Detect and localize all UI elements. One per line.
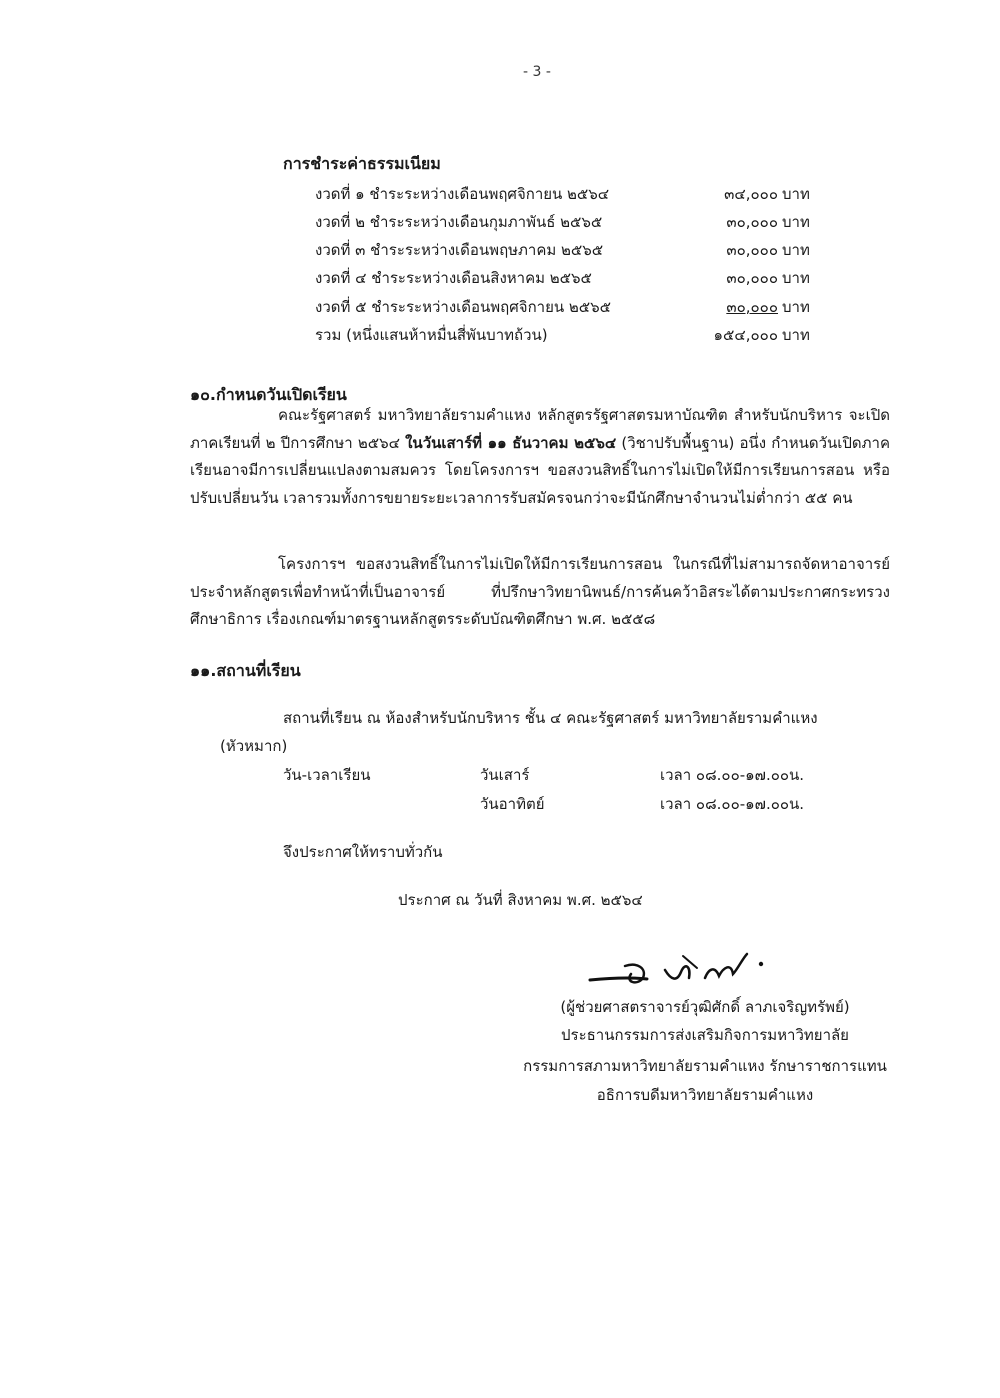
fee-installment-unit: บาท [782, 298, 810, 316]
fee-installment-unit: บาท [782, 213, 810, 231]
signatory-title2: กรรมการสภามหาวิทยาลัยรามคำแหง รักษาราชการแทน [523, 1057, 887, 1075]
section10-p1-text: คณะรัฐศาสตร์ มหาวิทยาลัยรามคำแหง หลักสูตรรัฐศาสตรมหาบัณฑิต สำหรับนักบริหาร จะเปิดภาคเรียนที่ ๒ ปีการศึกษา ๒๕๖๔ [190, 406, 890, 452]
announce-date: ประกาศ ณ วันที่ สิงหาคม พ.ศ. ๒๕๖๔ [398, 891, 643, 909]
fee-installment-amount: ๓๔,๐๐๐ [724, 185, 778, 203]
fees-heading: การชำระค่าธรรมเนียม [283, 154, 441, 173]
signatory-title1: ประธานกรรมการส่งเสริมกิจการมหาวิทยาลัย [561, 1026, 849, 1044]
location-line1: สถานที่เรียน ณ ห้องสำหรับนักบริหาร ชั้น ๔ คณะรัฐศาสตร์ มหาวิทยาลัยรามคำแหง [283, 709, 818, 727]
section10-paragraph1 [190, 402, 890, 512]
fee-installment-row [0, 238, 1000, 262]
schedule-label: วัน-เวลาเรียน [283, 766, 371, 784]
fee-total-unit: บาท [782, 326, 810, 344]
fee-installment-label: งวดที่ ๕ ชำระระหว่างเดือนพฤศจิกายน ๒๕๖๕ [315, 298, 611, 316]
section10-paragraph2 [190, 551, 890, 634]
fee-total-label: รวม (หนึ่งแสนห้าหมื่นสี่พันบาทถ้วน) [315, 326, 548, 344]
fee-installment-amount: ๓๐,๐๐๐ [726, 298, 778, 316]
schedule-day: วันอาทิตย์ [480, 795, 545, 813]
section10-p2-text: โครงการฯ ขอสงวนสิทธิ์ในการไม่เปิดให้มีการเรียนการสอน ในกรณีที่ไม่สามารถจัดหาอาจารย์ประจำหลักสูตรเพื่อทำหน้าที่เป็นอาจารย์ ที่ปรึกษาวิทยานิพนธ์/การค้นคว้าอิสระได้ตามประกาศกระทรวงศึกษาธิการ เรื่องเกณฑ์มาตรฐานหลักสูตรระดับบัณฑิตศึกษา พ.ศ. ๒๕๕๘ [190, 555, 890, 628]
fee-installment-label: งวดที่ ๓ ชำระระหว่างเดือนพฤษภาคม ๒๕๖๕ [315, 241, 604, 259]
schedule-time: เวลา ๐๘.๐๐-๑๗.๐๐น. [660, 766, 805, 784]
signature-image [585, 948, 785, 993]
section11-heading: ๑๑.สถานที่เรียน [190, 661, 301, 680]
fee-installment-label: งวดที่ ๑ ชำระระหว่างเดือนพฤศจิกายน ๒๕๖๔ [315, 185, 610, 203]
fee-installment-row [0, 210, 1000, 234]
page-number: - 3 - [523, 64, 551, 80]
schedule-time: เวลา ๐๘.๐๐-๑๗.๐๐น. [660, 795, 805, 813]
fee-installment-row [0, 182, 1000, 206]
fee-installment-amount: ๓๐,๐๐๐ [726, 241, 778, 259]
fee-total-row [0, 323, 1000, 347]
fee-total-amount: ๑๕๔,๐๐๐ [713, 326, 778, 344]
location-line2: (หัวหมาก) [220, 737, 288, 755]
section10-heading: ๑๐.กำหนดวันเปิดเรียน [190, 385, 347, 404]
fee-installment-unit: บาท [782, 241, 810, 259]
signatory-name: (ผู้ช่วยศาสตราจารย์วุฒิศักดิ์ ลาภเจริญทรัพย์) [560, 998, 850, 1016]
signatory-title3: อธิการบดีมหาวิทยาลัยรามคำแหง [596, 1086, 814, 1104]
fee-installment-amount: ๓๐,๐๐๐ [726, 213, 778, 231]
schedule-day: วันเสาร์ [480, 766, 530, 784]
fee-installment-unit: บาท [782, 269, 810, 287]
fee-installment-label: งวดที่ ๔ ชำระระหว่างเดือนสิงหาคม ๒๕๖๕ [315, 269, 592, 287]
section10-p1-text-cont: (วิชาปรับพื้นฐาน) อนึ่ง กำหนดวันเปิดภาคเรียนอาจมีการเปลี่ยนแปลงตามสมควร โดยโครงการฯ ขอสงวนสิทธิ์ในการไม่เปิดให้มีการเรียนการสอน หรือปรับเปลี่ยนวัน เวลารวมทั้งการขยายระยะเวลาการรับสมัครจนกว่าจะมีนักศึกษาจำนวนไม่ต่ำกว่า ๕๕ คน [190, 433, 890, 507]
closing-text: จึงประกาศให้ทราบทั่วกัน [283, 843, 443, 861]
fee-installment-label: งวดที่ ๒ ชำระระหว่างเดือนกุมภาพันธ์ ๒๕๖๕ [315, 213, 603, 231]
fee-installment-row [0, 295, 1000, 319]
fee-installment-amount: ๓๐,๐๐๐ [726, 269, 778, 287]
fee-installment-unit: บาท [782, 185, 810, 203]
fee-installment-row [0, 266, 1000, 290]
section10-p1-date: ในวันเสาร์ที่ ๑๑ ธันวาคม ๒๕๖๔ [405, 433, 617, 452]
